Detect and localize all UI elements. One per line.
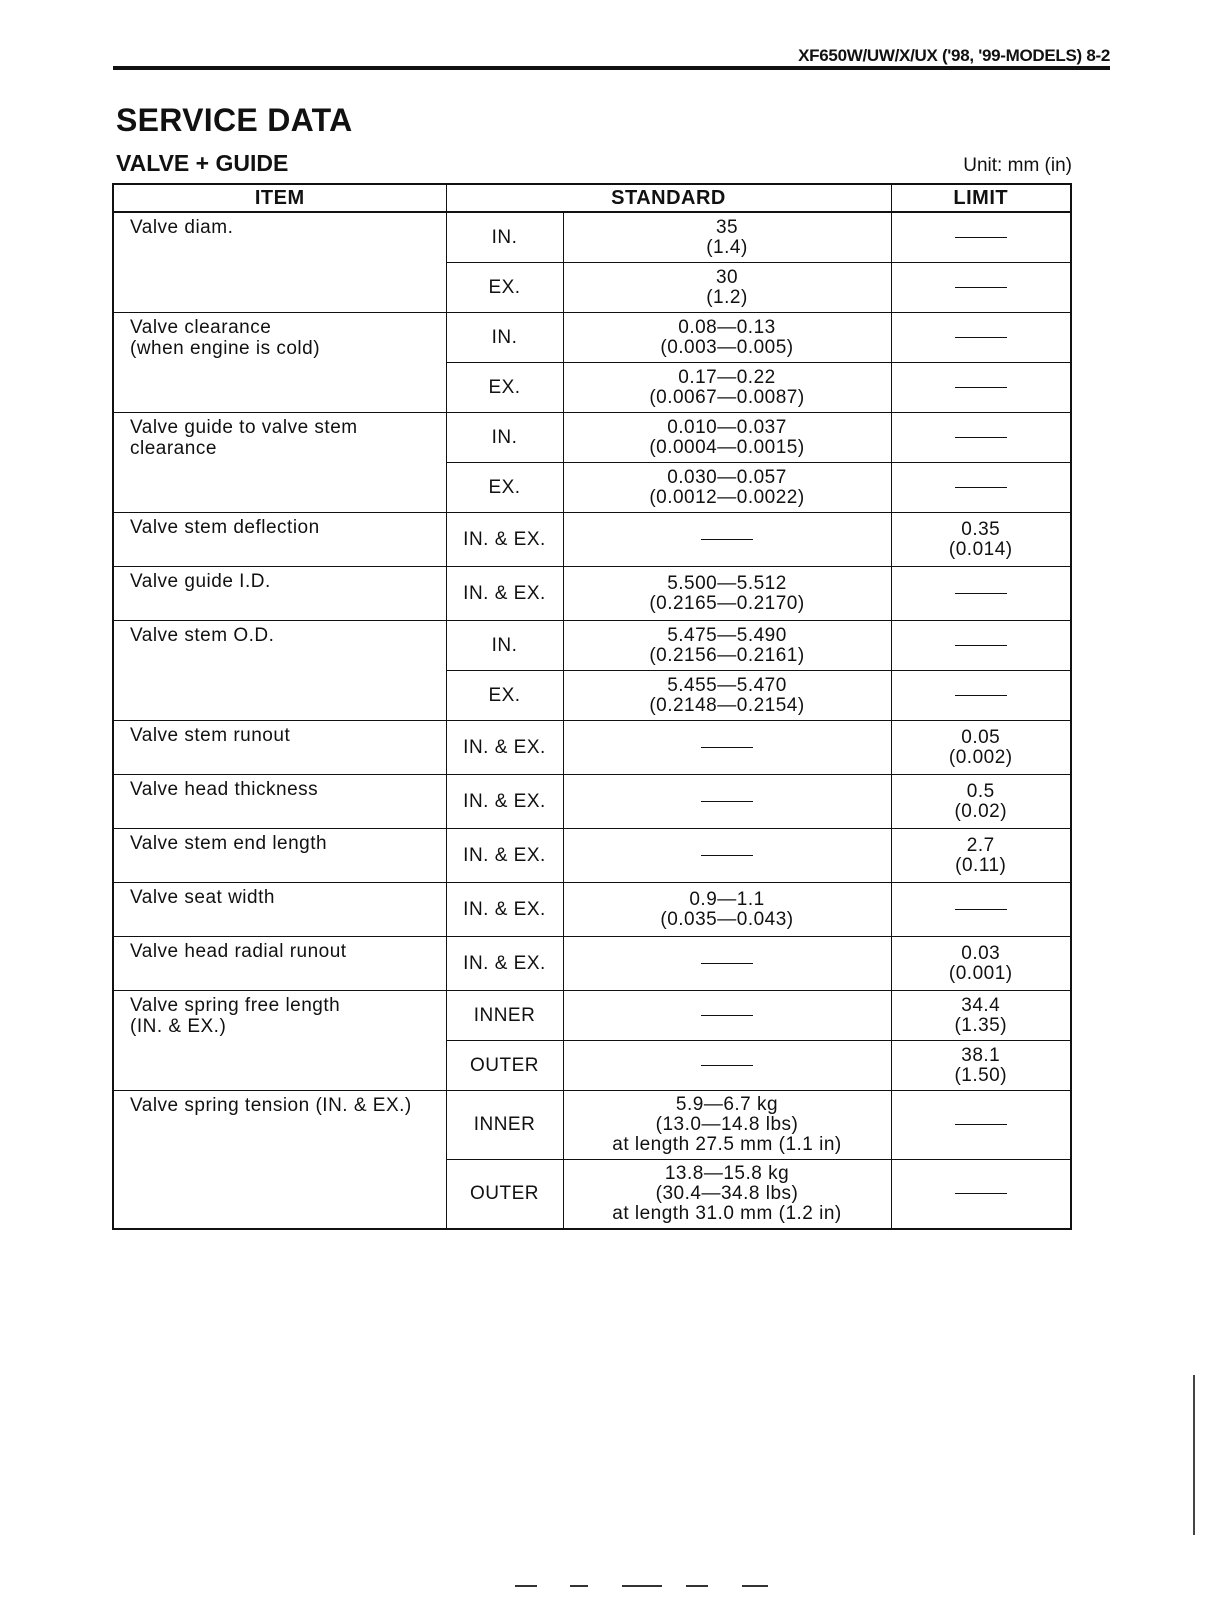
not-applicable-dash: [955, 1193, 1007, 1194]
standard-cell: [563, 991, 891, 1041]
not-applicable-dash: [955, 287, 1007, 288]
limit-value: (1.50): [954, 1064, 1008, 1086]
item-label: Valve diam.: [130, 217, 234, 238]
table-row: [113, 775, 1071, 829]
standard-value: (0.035—0.043): [660, 908, 794, 930]
not-applicable-dash: [955, 645, 1007, 646]
standard-cell: [563, 671, 891, 721]
limit-cell: [891, 313, 1071, 363]
standard-cell: [563, 1091, 891, 1160]
running-header: XF650W/UW/X/UX ('98, '99-MODELS) 8-2: [798, 46, 1110, 65]
item-cell: [113, 1091, 446, 1230]
table-row: [113, 413, 1071, 463]
limit-value: 0.5: [966, 780, 995, 802]
limit-cell: [891, 413, 1071, 463]
not-applicable-dash: [701, 1015, 753, 1016]
standard-value: 5.9—6.7 kg: [675, 1094, 779, 1115]
limit-cell: [891, 671, 1071, 721]
condition-cell: IN. & EX.: [446, 829, 563, 883]
item-label: clearance: [130, 438, 217, 459]
limit-value: (0.02): [954, 800, 1008, 822]
condition-cell: IN.: [446, 313, 563, 363]
item-cell: [113, 567, 446, 621]
table-row: [113, 883, 1071, 937]
standard-value: (0.0012—0.0022): [649, 486, 805, 508]
condition-cell: EX.: [446, 263, 563, 313]
not-applicable-dash: [701, 747, 753, 748]
item-label: Valve spring tension (IN. & EX.): [130, 1095, 412, 1116]
standard-value: (0.2156—0.2161): [649, 644, 805, 666]
item-label: (when engine is cold): [130, 338, 321, 359]
condition-cell: IN. & EX.: [446, 937, 563, 991]
item-label: Valve clearance: [130, 317, 272, 338]
limit-cell: [891, 1041, 1071, 1091]
limit-value: (0.014): [948, 538, 1013, 560]
table-row: [113, 313, 1071, 363]
limit-cell: [891, 212, 1071, 263]
standard-cell: [563, 513, 891, 567]
limit-value: (1.35): [954, 1014, 1008, 1036]
standard-cell: [563, 413, 891, 463]
standard-value: 5.455—5.470: [667, 674, 787, 696]
table-row: [113, 513, 1071, 567]
condition-cell: EX.: [446, 363, 563, 413]
item-label: Valve head thickness: [130, 779, 319, 800]
limit-cell: [891, 937, 1071, 991]
footer-mark: [622, 1585, 662, 1587]
limit-cell: [891, 775, 1071, 829]
limit-value: 38.1: [961, 1044, 1001, 1066]
condition-cell: INNER: [446, 1091, 563, 1160]
not-applicable-dash: [955, 337, 1007, 338]
standard-cell: [563, 1160, 891, 1230]
item-cell: [113, 775, 446, 829]
limit-cell: [891, 991, 1071, 1041]
not-applicable-dash: [701, 855, 753, 856]
standard-value: 0.08—0.13: [678, 316, 776, 338]
item-cell: [113, 991, 446, 1091]
standard-value: 13.8—15.8 kg: [664, 1163, 790, 1184]
not-applicable-dash: [701, 801, 753, 802]
not-applicable-dash: [955, 487, 1007, 488]
table-body: [113, 212, 1071, 1229]
condition-cell: INNER: [446, 991, 563, 1041]
standard-cell: [563, 212, 891, 263]
footer-mark: [515, 1585, 537, 1587]
item-cell: [113, 313, 446, 413]
not-applicable-dash: [955, 909, 1007, 910]
item-label: Valve stem runout: [130, 725, 291, 746]
table-row: [113, 721, 1071, 775]
not-applicable-dash: [955, 437, 1007, 438]
standard-value: (0.2148—0.2154): [649, 694, 805, 716]
table-header-row: [113, 184, 1071, 212]
condition-cell: EX.: [446, 463, 563, 513]
item-label: (IN. & EX.): [130, 1016, 227, 1037]
standard-value: at length 31.0 mm (1.2 in): [612, 1203, 842, 1224]
condition-cell: IN.: [446, 621, 563, 671]
limit-value: 2.7: [966, 834, 995, 856]
footer-mark: [570, 1585, 588, 1587]
limit-cell: [891, 829, 1071, 883]
item-label: Valve stem end length: [130, 833, 328, 854]
item-cell: [113, 937, 446, 991]
limit-value: 0.35: [961, 518, 1001, 540]
table-row: [113, 937, 1071, 991]
standard-cell: [563, 313, 891, 363]
item-label: Valve seat width: [130, 887, 275, 908]
table-row: [113, 621, 1071, 671]
standard-cell: [563, 829, 891, 883]
footer-mark: [742, 1585, 768, 1587]
table-row: [113, 829, 1071, 883]
condition-cell: IN. & EX.: [446, 721, 563, 775]
standard-cell: [563, 937, 891, 991]
limit-cell: [891, 567, 1071, 621]
not-applicable-dash: [955, 695, 1007, 696]
table-row: [113, 1091, 1071, 1160]
item-cell: [113, 721, 446, 775]
condition-cell: OUTER: [446, 1041, 563, 1091]
standard-value: 5.475—5.490: [667, 624, 787, 646]
col-header-standard: STANDARD: [446, 184, 891, 212]
not-applicable-dash: [701, 1065, 753, 1066]
item-cell: [113, 413, 446, 513]
limit-value: 0.03: [961, 942, 1001, 964]
item-cell: [113, 829, 446, 883]
standard-value: (1.4): [706, 236, 748, 258]
standard-value: (1.2): [706, 286, 748, 308]
standard-value: 5.500—5.512: [667, 572, 787, 594]
standard-cell: [563, 567, 891, 621]
limit-cell: [891, 513, 1071, 567]
item-label: Valve head radial runout: [130, 941, 347, 962]
standard-value: (0.0004—0.0015): [649, 436, 805, 458]
standard-cell: [563, 363, 891, 413]
table-row: [113, 991, 1071, 1041]
condition-cell: IN. & EX.: [446, 567, 563, 621]
section-title: VALVE + GUIDE: [116, 150, 289, 176]
limit-cell: [891, 621, 1071, 671]
standard-value: at length 27.5 mm (1.1 in): [612, 1134, 842, 1155]
limit-value: (0.11): [955, 854, 1007, 876]
footer-mark: [686, 1585, 708, 1587]
standard-value: (0.0067—0.0087): [649, 386, 805, 408]
condition-cell: IN.: [446, 212, 563, 263]
standard-cell: [563, 775, 891, 829]
limit-value: (0.002): [948, 746, 1013, 768]
limit-cell: [891, 883, 1071, 937]
item-label: Valve guide to valve stem: [130, 417, 358, 438]
header-rule: [113, 66, 1110, 70]
condition-cell: IN. & EX.: [446, 883, 563, 937]
standard-value: 35: [715, 216, 739, 238]
standard-value: (0.003—0.005): [660, 336, 794, 358]
standard-value: 0.17—0.22: [678, 366, 776, 388]
item-cell: [113, 212, 446, 313]
item-label: Valve spring free length: [130, 995, 341, 1016]
standard-value: 0.010—0.037: [667, 416, 787, 438]
limit-value: (0.001): [948, 962, 1013, 984]
standard-value: 30: [715, 266, 739, 288]
table-row: [113, 212, 1071, 263]
unit-note: Unit: mm (in): [963, 155, 1072, 176]
limit-cell: [891, 1160, 1071, 1230]
limit-cell: [891, 363, 1071, 413]
limit-cell: [891, 463, 1071, 513]
col-header-limit: LIMIT: [891, 184, 1071, 212]
item-cell: [113, 513, 446, 567]
item-label: Valve stem deflection: [130, 517, 320, 538]
page-title: SERVICE DATA: [116, 102, 353, 138]
item-cell: [113, 621, 446, 721]
not-applicable-dash: [955, 387, 1007, 388]
standard-cell: [563, 721, 891, 775]
not-applicable-dash: [955, 593, 1007, 594]
condition-cell: IN. & EX.: [446, 513, 563, 567]
not-applicable-dash: [701, 963, 753, 964]
standard-value: 0.030—0.057: [667, 466, 787, 488]
item-label: Valve guide I.D.: [130, 571, 271, 592]
standard-value: (13.0—14.8 lbs): [655, 1114, 799, 1135]
condition-cell: EX.: [446, 671, 563, 721]
limit-value: 0.05: [961, 726, 1001, 748]
item-cell: [113, 883, 446, 937]
standard-value: (0.2165—0.2170): [649, 592, 805, 614]
standard-cell: [563, 621, 891, 671]
condition-cell: IN.: [446, 413, 563, 463]
limit-cell: [891, 1091, 1071, 1160]
standard-cell: [563, 263, 891, 313]
col-header-item: ITEM: [113, 184, 446, 212]
not-applicable-dash: [955, 1124, 1007, 1125]
standard-value: (30.4—34.8 lbs): [655, 1183, 799, 1204]
standard-cell: [563, 463, 891, 513]
standard-value: 0.9—1.1: [689, 888, 765, 910]
not-applicable-dash: [955, 237, 1007, 238]
limit-cell: [891, 721, 1071, 775]
item-label: Valve stem O.D.: [130, 625, 275, 646]
limit-cell: [891, 263, 1071, 313]
condition-cell: IN. & EX.: [446, 775, 563, 829]
condition-cell: OUTER: [446, 1160, 563, 1230]
limit-value: 34.4: [961, 994, 1001, 1016]
scan-edge-line: [1193, 1375, 1195, 1535]
not-applicable-dash: [701, 539, 753, 540]
standard-cell: [563, 1041, 891, 1091]
standard-cell: [563, 883, 891, 937]
service-data-table: [112, 183, 1072, 1230]
table-row: [113, 567, 1071, 621]
